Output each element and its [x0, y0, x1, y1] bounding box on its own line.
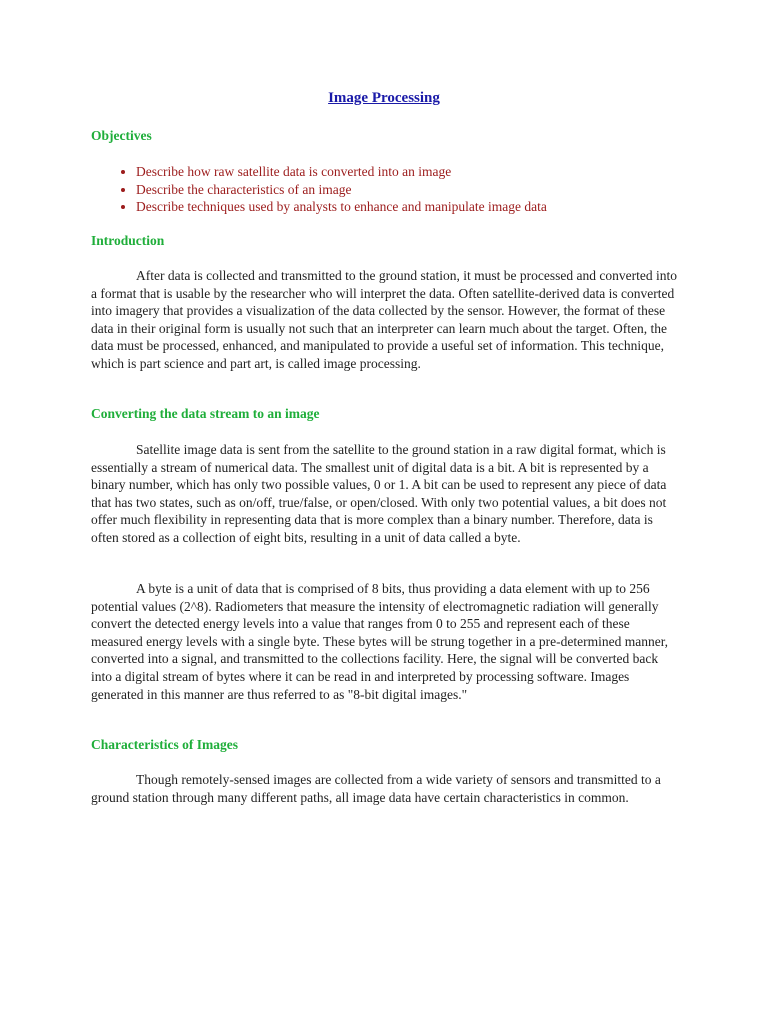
objectives-list [91, 163, 547, 216]
converting-paragraph-2: A byte is a unit of data that is comprised of 8 bits, thus providing a data element with up to 256 potential values (2^8). Radiometers that measure the intensity of electromagnetic radiation will generally convert the detected energy levels into a value that ranges from 0 to 255 and represent each of these measured energy levels with a single byte. These bytes will be strung together in a pre-determined manner, converted into a signal, and transmitted to the collections facility. Here, the signal will be converted back into a digital stream of bytes where it can be read in and interpreted by processing software. Images generated in this manner are thus referred to as "8-bit digital images." [91, 581, 669, 702]
introduction-paragraph: After data is collected and transmitted to the ground station, it must be processed and converted into a format that is usable by the researcher who will interpret the data. Often satellite-derived data is converted into imagery that provides a visualization of the data collected by the sensor. However, the format of these data in their original form is usually not such that an interpreter can learn much about the target. Often, the data must be processed, enhanced, and manipulated to provide a useful set of information. This technique, which is part science and part art, is called image processing. [91, 268, 677, 371]
list-item: • Describe the characteristics of an image [136, 181, 547, 199]
characteristics-paragraph: Though remotely-sensed images are collected from a wide variety of sensors and transmitted to a ground station through many different paths, all image data have certain characteristics in common. [91, 772, 661, 805]
converting-heading: Converting the data stream to an image [91, 406, 320, 421]
objectives-heading: Objectives [91, 128, 152, 143]
converting-paragraph-1: Satellite image data is sent from the satellite to the ground station in a raw digital format, which is essentially a stream of numerical data. The smallest unit of digital data is a bit. A bit is represented by a binary number, which has only two possible values, 0 or 1. A bit can be used to represent any piece of data that has two states, such as on/off, true/false, or open/closed. With only two potential values, a bit does not offer much flexibility in representing data that is more complex than a binary number. Therefore, data is often stored as a collection of eight bits, resulting in a unit of data called a byte. [91, 442, 667, 545]
page-title: Image Processing [328, 90, 440, 106]
list-item: • Describe techniques used by analysts to enhance and manipulate image data [136, 198, 547, 216]
characteristics-heading: Characteristics of Images [91, 737, 238, 752]
introduction-heading: Introduction [91, 233, 165, 248]
list-item: • Describe how raw satellite data is converted into an image [136, 163, 547, 181]
